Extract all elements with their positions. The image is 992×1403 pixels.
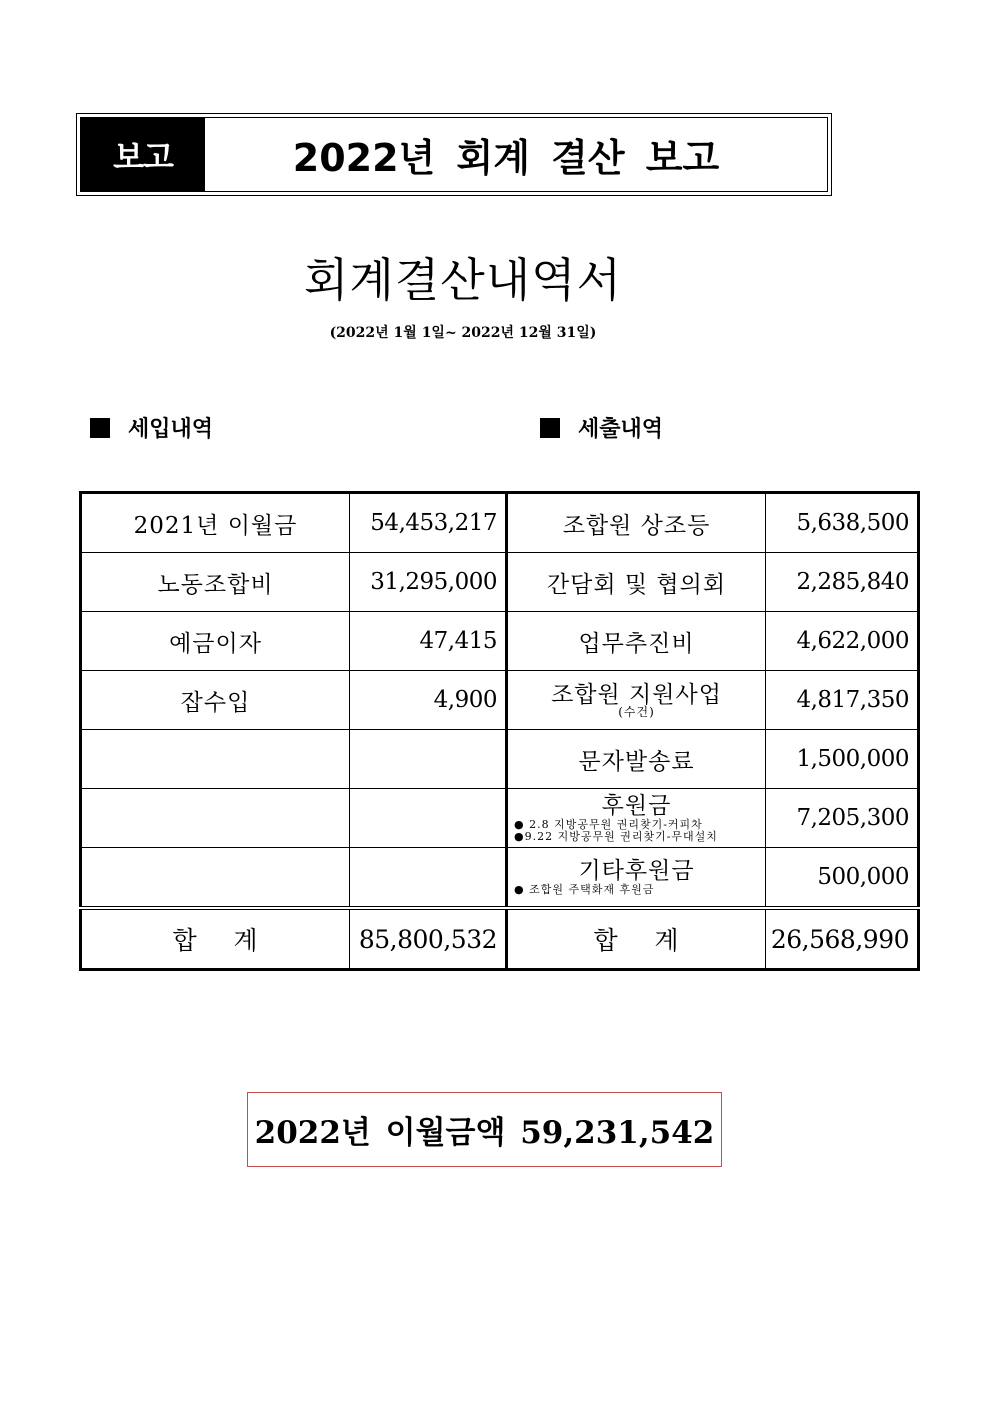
- table-row: [81, 612, 919, 671]
- total-row: [81, 908, 919, 970]
- expense-cell: [507, 789, 766, 848]
- income-amount: 54,453,217: [350, 493, 507, 553]
- report-header-inner: [80, 117, 828, 192]
- table-row: [81, 730, 919, 789]
- expense-cell: [507, 848, 766, 909]
- expense-label: 후원금: [601, 793, 672, 819]
- income-amount: 4,900: [350, 671, 507, 730]
- income-total-amount: 85,800,532: [350, 908, 507, 970]
- expense-amount: 1,500,000: [766, 730, 919, 789]
- expense-amount: 5,638,500: [766, 493, 919, 553]
- expense-heading-label: 세출내역: [578, 416, 664, 442]
- income-label: [81, 730, 350, 789]
- income-total-label: 합 계: [81, 908, 350, 970]
- income-amount: 31,295,000: [350, 553, 507, 612]
- expense-note: (수건): [618, 705, 655, 719]
- expense-label: 간담회 및 협의회: [507, 553, 766, 612]
- expense-amount: 4,817,350: [766, 671, 919, 730]
- square-bullet-icon: [540, 418, 560, 438]
- table-row: [81, 789, 919, 848]
- expense-cell: [507, 671, 766, 730]
- expense-bullet: ● 2.8 지방공무원 권리찾기-커피차: [514, 818, 703, 831]
- table-row: [81, 553, 919, 612]
- expense-amount: 2,285,840: [766, 553, 919, 612]
- expense-label: 조합원 상조등: [507, 493, 766, 553]
- expense-bullet: ● 조합원 주택화재 후원금: [514, 883, 655, 896]
- expense-label: 업무추진비: [507, 612, 766, 671]
- income-label: [81, 848, 350, 909]
- table-row: [81, 493, 919, 553]
- expense-bullet: ●9.22 지방공무원 권리찾기-무대설치: [514, 830, 718, 843]
- income-label: 노동조합비: [81, 553, 350, 612]
- table-row: [81, 848, 919, 909]
- income-section-heading: [90, 412, 213, 443]
- income-label: 잡수입: [81, 671, 350, 730]
- document-title: 회계결산내역서: [303, 253, 623, 307]
- income-amount: [350, 789, 507, 848]
- expense-amount: 7,205,300: [766, 789, 919, 848]
- income-amount: [350, 730, 507, 789]
- expense-label: 기타후원금: [578, 858, 695, 884]
- income-label: [81, 789, 350, 848]
- carryover-text: 2022년 이월금액 59,231,542: [254, 1115, 715, 1151]
- expense-section-heading: [540, 412, 663, 443]
- report-header: [76, 113, 832, 196]
- income-heading-label: 세입내역: [128, 416, 214, 442]
- income-amount: 47,415: [350, 612, 507, 671]
- expense-amount: 4,622,000: [766, 612, 919, 671]
- income-amount: [350, 848, 507, 909]
- expense-label: 문자발송료: [507, 730, 766, 789]
- square-bullet-icon: [90, 418, 110, 438]
- income-label: 예금이자: [81, 612, 350, 671]
- table-row: [81, 671, 919, 730]
- expense-total-amount: 26,568,990: [766, 908, 919, 970]
- expense-amount: 500,000: [766, 848, 919, 909]
- report-tag: 보고: [81, 118, 205, 191]
- document-period: (2022년 1월 1일~ 2022년 12월 31일): [329, 325, 597, 341]
- carryover-box: [247, 1092, 722, 1167]
- report-title: 2022년 회계 결산 보고: [292, 136, 720, 180]
- ledger-table: [79, 491, 920, 971]
- expense-label: 조합원 지원사업: [551, 682, 722, 708]
- income-label: 2021년 이월금: [81, 493, 350, 553]
- expense-total-label: 합 계: [507, 908, 766, 970]
